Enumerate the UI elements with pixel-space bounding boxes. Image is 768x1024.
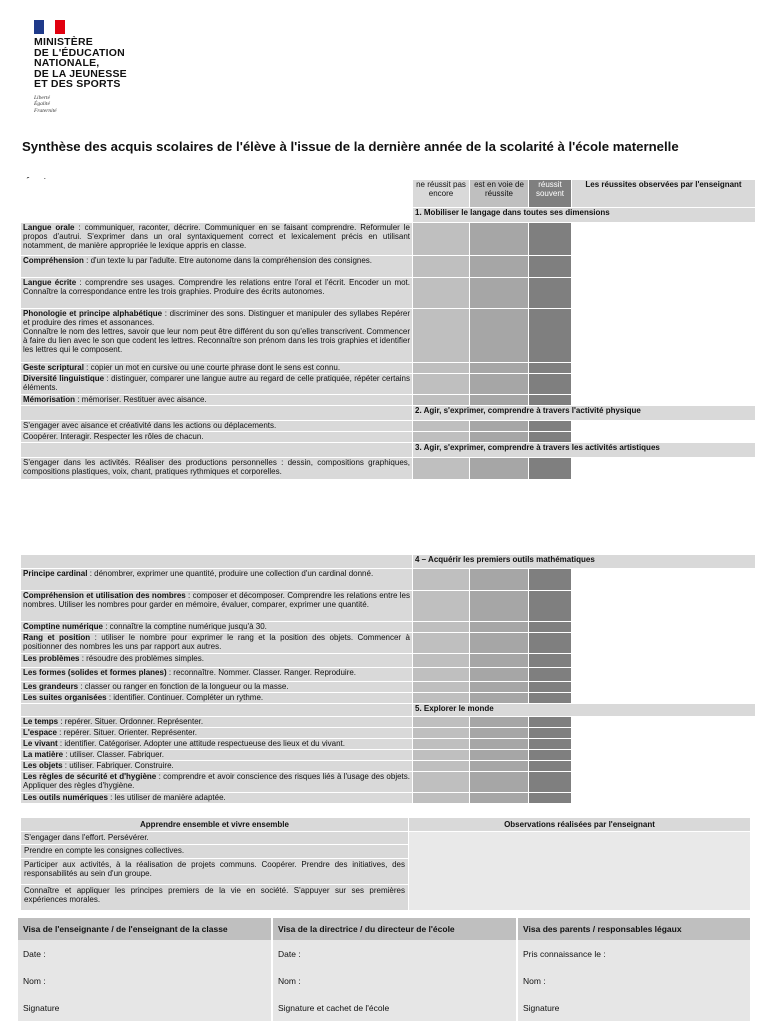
- cell-c3[interactable]: [529, 363, 572, 374]
- cell-c2[interactable]: [470, 739, 529, 750]
- cell-c3[interactable]: [529, 421, 572, 432]
- logo-line: MINISTÈRE: [34, 36, 93, 48]
- cell-c2[interactable]: [470, 421, 529, 432]
- cell-obs[interactable]: [572, 717, 756, 728]
- cell-c3[interactable]: [529, 668, 572, 682]
- cell-c3[interactable]: [529, 622, 572, 633]
- cell-c1[interactable]: [413, 717, 470, 728]
- vivre-obs-cell[interactable]: [409, 832, 751, 911]
- table-row: Les formes (solides et formes planes) : reconnaître. Nommer. Classer. Ranger. Reproduire.: [21, 668, 413, 682]
- cell-c1[interactable]: [413, 793, 470, 804]
- visa-header-director: Visa de la directrice / du directeur de l'école: [272, 918, 517, 940]
- cell-c3[interactable]: [529, 793, 572, 804]
- cell-obs[interactable]: [572, 374, 756, 395]
- col-header-c1: ne réussit pas encore: [413, 180, 470, 208]
- cell-c2[interactable]: [470, 750, 529, 761]
- cell-c2[interactable]: [470, 717, 529, 728]
- cell-c1[interactable]: [413, 761, 470, 772]
- acquis-table-1: [20, 179, 756, 480]
- cell-obs[interactable]: [572, 309, 756, 363]
- section-title: 2. Agir, s'exprimer, comprendre à travers l'activité physique: [413, 406, 756, 421]
- cell-c1[interactable]: [413, 682, 470, 693]
- cell-c1[interactable]: [413, 633, 470, 654]
- list-item: S'engager dans l'effort. Persévérer.: [21, 832, 409, 845]
- marianne-flag-icon: [34, 20, 65, 34]
- cell-c3[interactable]: [529, 693, 572, 704]
- cell-obs[interactable]: [572, 569, 756, 591]
- cell-c2[interactable]: [470, 728, 529, 739]
- cell-c1[interactable]: [413, 395, 470, 406]
- cell-obs[interactable]: [572, 223, 756, 256]
- table-row: Les outils numériques : les utiliser de manière adaptée.: [21, 793, 413, 804]
- cell-c1[interactable]: [413, 278, 470, 309]
- ministry-logo: [34, 20, 144, 114]
- cell-obs[interactable]: [572, 793, 756, 804]
- cell-c2[interactable]: [470, 256, 529, 278]
- cell-obs[interactable]: [572, 682, 756, 693]
- table-row: Les règles de sécurité et d'hygiène : comprendre et avoir conscience des risques liés à l'usage des objets. Appliquer des règles d'hygiène.: [21, 772, 413, 793]
- cell-c3[interactable]: [529, 633, 572, 654]
- visa-date-field[interactable]: Date :: [272, 940, 517, 967]
- vivre-header: Apprendre ensemble et vivre ensemble: [21, 818, 409, 832]
- cell-c3[interactable]: [529, 223, 572, 256]
- table-row: Les suites organisées : identifier. Continuer. Compléter un rythme.: [21, 693, 413, 704]
- table-row: La matière : utiliser. Classer. Fabriquer.: [21, 750, 413, 761]
- cell-obs[interactable]: [572, 668, 756, 682]
- cell-c1[interactable]: [413, 728, 470, 739]
- cell-c1[interactable]: [413, 739, 470, 750]
- vivre-obs-header: Observations réalisées par l'enseignant: [409, 818, 751, 832]
- cell-c3[interactable]: [529, 278, 572, 309]
- col-header-c2: est en voie de réussite: [470, 180, 529, 208]
- list-item: Participer aux activités, à la réalisation de projets communs. Coopérer. Prendre des initiatives, des responsabilités au sein d'un groupe.: [21, 858, 409, 884]
- table-row: Mémorisation : mémoriser. Restituer avec aisance.: [21, 395, 413, 406]
- table-row: Langue orale : communiquer, raconter, décrire. Communiquer en se faisant comprendre. Reformuler le propos d'autrui. S'exprimer dans un oral syntaxiquement correct et lexicalement précis en utilisant notamment, de manière appropriée le lexique appris en classe.: [21, 223, 413, 256]
- table-row: Comptine numérique : connaître la comptine numérique jusqu'à 30.: [21, 622, 413, 633]
- table-row: L'espace : repérer. Situer. Orienter. Représenter.: [21, 728, 413, 739]
- cell-obs[interactable]: [572, 432, 756, 443]
- cell-c1[interactable]: [413, 223, 470, 256]
- cell-c1[interactable]: [413, 750, 470, 761]
- table-row: Les objets : utiliser. Fabriquer. Construire.: [21, 761, 413, 772]
- cell-c2[interactable]: [470, 395, 529, 406]
- cell-c3[interactable]: [529, 374, 572, 395]
- visa-name-field[interactable]: Nom :: [17, 967, 272, 994]
- cell-obs[interactable]: [572, 772, 756, 793]
- logo-line: DE LA JEUNESSE: [34, 67, 127, 80]
- cell-obs[interactable]: [572, 693, 756, 704]
- cell-c1[interactable]: [413, 654, 470, 668]
- cell-c2[interactable]: [470, 278, 529, 309]
- cell-c3[interactable]: [529, 395, 572, 406]
- cell-c3[interactable]: [529, 750, 572, 761]
- table-row: Phonologie et principe alphabétique : discriminer des sons. Distinguer et manipuler des syllabes Repérer et produire des rimes et assonances. Connaître le nom des lettres, savoir que leur nom peut être différent du son qu'elles transcrivent. Commencer à faire du lien avec le son que codent les lettres. Reconnaître son prénom dans les trois graphies et identifier les lettres qui le composent.: [21, 309, 413, 363]
- visa-name-field[interactable]: Nom :: [272, 967, 517, 994]
- col-header-obs: Les réussites observées par l'enseignant: [572, 180, 756, 208]
- logo-motto: Liberté Égalité Fraternité: [34, 94, 57, 114]
- cell-obs[interactable]: [572, 761, 756, 772]
- page-title: Synthèse des acquis scolaires de l'élève à l'issue de la dernière année de la scolarité à l'école maternelle: [22, 139, 679, 154]
- cell-c1[interactable]: [413, 309, 470, 363]
- cell-c2[interactable]: [470, 682, 529, 693]
- table-row: Principe cardinal : dénombrer, exprimer une quantité, produire une collection d'un cardinal donné.: [21, 569, 413, 591]
- list-item: Prendre en compte les consignes collectives.: [21, 844, 409, 858]
- cell-obs[interactable]: [572, 633, 756, 654]
- cell-c3[interactable]: [529, 739, 572, 750]
- cell-obs[interactable]: [572, 728, 756, 739]
- table-row: Geste scriptural : copier un mot en cursive ou une courte phrase dont le sens est connu.: [21, 363, 413, 374]
- cell-obs[interactable]: [572, 750, 756, 761]
- acquis-table-2: [20, 554, 756, 804]
- visa-signature-field[interactable]: Signature: [517, 994, 751, 1021]
- cell-c2[interactable]: [470, 309, 529, 363]
- cell-obs[interactable]: [572, 622, 756, 633]
- cell-c2[interactable]: [470, 668, 529, 682]
- cell-c1[interactable]: [413, 693, 470, 704]
- cell-c2[interactable]: [470, 363, 529, 374]
- cell-c1[interactable]: [413, 256, 470, 278]
- cell-c1[interactable]: [413, 772, 470, 793]
- cell-c2[interactable]: [470, 374, 529, 395]
- cell-c3[interactable]: [529, 309, 572, 363]
- cell-c2[interactable]: [470, 622, 529, 633]
- section-title: 4 – Acquérir les premiers outils mathématiques: [413, 555, 756, 569]
- cell-c1[interactable]: [413, 421, 470, 432]
- table-row: Les grandeurs : classer ou ranger en fonction de la longueur ou la masse.: [21, 682, 413, 693]
- cell-c3[interactable]: [529, 682, 572, 693]
- cell-c3[interactable]: [529, 458, 572, 480]
- logo-line: ET DES SPORTS: [34, 78, 121, 91]
- cell-c3[interactable]: [529, 591, 572, 622]
- table-row: Compréhension : d'un texte lu par l'adulte. Etre autonome dans la compréhension des consignes.: [21, 256, 413, 278]
- cell-obs[interactable]: [572, 421, 756, 432]
- cell-obs[interactable]: [572, 278, 756, 309]
- visa-header-parents: Visa des parents / responsables légaux: [517, 918, 751, 940]
- cell-c2[interactable]: [470, 761, 529, 772]
- visa-header-teacher: Visa de l'enseignante / de l'enseignant de la classe: [17, 918, 272, 940]
- cell-c1[interactable]: [413, 668, 470, 682]
- visa-signature-field[interactable]: Signature: [17, 994, 272, 1021]
- cell-c2[interactable]: [470, 654, 529, 668]
- logo-line: NATIONALE,: [34, 57, 100, 70]
- cell-obs[interactable]: [572, 591, 756, 622]
- section-title: 5. Explorer le monde: [413, 704, 756, 717]
- section-title: 3. Agir, s'exprimer, comprendre à travers les activités artistiques: [413, 443, 756, 458]
- cell-obs[interactable]: [572, 363, 756, 374]
- cell-c1[interactable]: [413, 363, 470, 374]
- table-row: S'engager avec aisance et créativité dans les actions ou déplacements.: [21, 421, 413, 432]
- cell-c1[interactable]: [413, 622, 470, 633]
- table-row: Langue écrite : comprendre ses usages. Comprendre les relations entre l'oral et l'écrit. Encoder un mot. Connaître la correspondance entre les trois graphies. Produire des écrits autonomes.: [21, 278, 413, 309]
- cell-c1[interactable]: [413, 569, 470, 591]
- col-header-c3: réussit souvent: [529, 180, 572, 208]
- cell-c2[interactable]: [470, 569, 529, 591]
- cell-c1[interactable]: [413, 458, 470, 480]
- visa-name-field[interactable]: Nom :: [517, 967, 751, 994]
- cell-c3[interactable]: [529, 728, 572, 739]
- cell-c3[interactable]: [529, 569, 572, 591]
- visa-signature-field[interactable]: Signature et cachet de l'école: [272, 994, 517, 1021]
- table-row: Coopérer. Interagir. Respecter les rôles de chacun.: [21, 432, 413, 443]
- table-row: S'engager dans les activités. Réaliser des productions personnelles : dessin, compositions graphiques, compositions plastiques, voix, chant, pratiques rythmiques et corporelles.: [21, 458, 413, 480]
- cell-c3[interactable]: [529, 717, 572, 728]
- header-spacer: [21, 180, 413, 208]
- cell-c2[interactable]: [470, 693, 529, 704]
- table-row: Le vivant : identifier. Catégoriser. Adopter une attitude respectueuse des lieux et du vivant.: [21, 739, 413, 750]
- table-row: Les problèmes : résoudre des problèmes simples.: [21, 654, 413, 668]
- cell-c3[interactable]: [529, 761, 572, 772]
- table-row: Compréhension et utilisation des nombres : composer et décomposer. Comprendre les relations entre les nombres. Utiliser les nombres pour garder en mémoire, évaluer, comparer, exprimer une quantité.: [21, 591, 413, 622]
- table-row: Diversité linguistique : distinguer, comparer une langue autre au regard de celle pratiquée, répéter certains éléments.: [21, 374, 413, 395]
- cell-c3[interactable]: [529, 772, 572, 793]
- list-item: Connaître et appliquer les principes premiers de la vie en société. S'appuyer sur ses premières expériences morales.: [21, 884, 409, 910]
- cell-c1[interactable]: [413, 591, 470, 622]
- section-title: 1. Mobiliser le langage dans toutes ses dimensions: [413, 208, 756, 223]
- table-row: Le temps : repérer. Situer. Ordonner. Représenter.: [21, 717, 413, 728]
- cell-c2[interactable]: [470, 633, 529, 654]
- vivre-ensemble-table: [20, 817, 751, 911]
- cell-c2[interactable]: [470, 223, 529, 256]
- cell-c2[interactable]: [470, 591, 529, 622]
- cell-c2[interactable]: [470, 458, 529, 480]
- cell-c1[interactable]: [413, 432, 470, 443]
- cell-c2[interactable]: [470, 772, 529, 793]
- cell-c3[interactable]: [529, 654, 572, 668]
- cell-obs[interactable]: [572, 395, 756, 406]
- visa-date-field[interactable]: Pris connaissance le :: [517, 940, 751, 967]
- visa-table: [16, 918, 752, 1021]
- cell-c3[interactable]: [529, 432, 572, 443]
- cell-c1[interactable]: [413, 374, 470, 395]
- table-row: Rang et position : utiliser le nombre pour exprimer le rang et la position des objets. Commencer à positionner des nombres les uns par rapport aux autres.: [21, 633, 413, 654]
- visa-date-field[interactable]: Date :: [17, 940, 272, 967]
- cell-obs[interactable]: [572, 458, 756, 480]
- cell-c2[interactable]: [470, 793, 529, 804]
- cell-c3[interactable]: [529, 256, 572, 278]
- cell-obs[interactable]: [572, 654, 756, 668]
- cell-c2[interactable]: [470, 432, 529, 443]
- logo-line: DE L'ÉDUCATION: [34, 46, 125, 59]
- cell-obs[interactable]: [572, 739, 756, 750]
- cell-obs[interactable]: [572, 256, 756, 278]
